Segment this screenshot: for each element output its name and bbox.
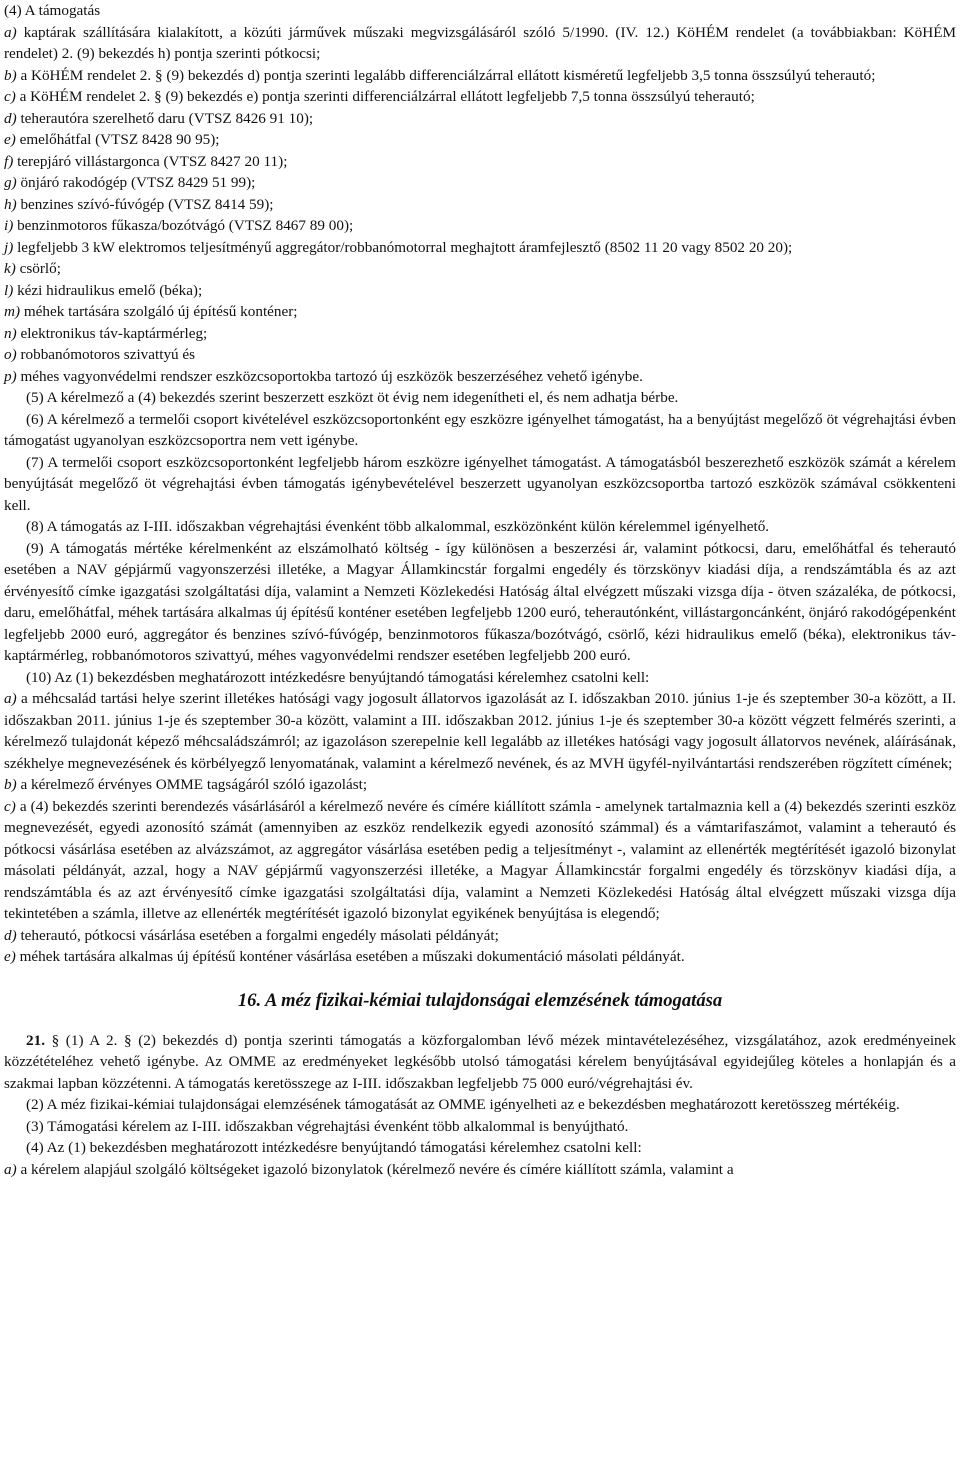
list-item: [4, 22, 956, 65]
paragraph-4-heading: (4) A támogatás: [4, 2, 101, 19]
item-text: a KöHÉM rendelet 2. § (9) bekezdés e) pontja szerinti differenciálzárral ellátott legfeljebb 7,5 tonna összsúlyú teherautó;: [15, 88, 755, 105]
article-21-paragraph-4: (4) Az (1) bekezdésben meghatározott intézkedésre benyújtandó támogatási kérelemhez csatolni kell:: [26, 1139, 642, 1156]
article-number: 21.: [26, 1031, 45, 1049]
required-attachments-list: [4, 688, 956, 968]
eligible-equipment-list: [4, 22, 956, 388]
list-item: [4, 1159, 956, 1181]
item-label: i): [4, 217, 14, 234]
item-label: d): [4, 109, 17, 127]
item-label: a): [4, 1160, 17, 1178]
item-label: b): [4, 776, 17, 793]
list-item: [4, 280, 956, 302]
list-item: [4, 172, 956, 194]
item-label: n): [4, 324, 17, 342]
item-text: elektronikus táv-kaptármérleg;: [16, 324, 208, 342]
paragraph-7: (7) A termelői csoport eszközcsoportonként legfeljebb három eszközre igényelhet támogatást. A támogatásból beszerezhető eszközök számát a kérelem benyújtását megelőző öt végrehajtási évben támogatás igénybevételével beszerzett ugyanolyan eszközcsoportba tartozó eszközök számával csökkenteni kell.: [4, 453, 956, 514]
item-text: csörlő;: [15, 260, 61, 277]
item-label: b): [4, 66, 17, 84]
list-item: [4, 65, 956, 87]
item-text: méhek tartására szolgáló új építésű konténer;: [20, 303, 298, 320]
section-heading: 16. A méz fizikai-kémiai tulajdonságai elemzésének támogatása: [237, 989, 723, 1011]
list-item: [4, 774, 956, 796]
item-label: g): [4, 174, 17, 191]
article-21-paragraph-1-text: § (1) A 2. § (2) bekezdés d) pontja szerinti támogatás a közforgalomban lévő mézek mintavételezéséhez, vizsgálatához, azok eredményeinek közzétételéhez vehető igénybe. Az OMME az eredményeket legkésőbb utolsó támogatási kérelem benyújtásával egyidejűleg köteles a honlapján és a szakmai lapban közzétenni. A támogatás keretösszege az I-III. időszakban legfeljebb 75 000 euró/végrehajtási év.: [4, 1031, 956, 1092]
item-label: m): [4, 303, 21, 320]
item-label: f): [4, 152, 14, 170]
list-item: [4, 688, 956, 774]
item-label: e): [4, 948, 16, 965]
list-item: [4, 151, 956, 173]
list-item: [4, 301, 956, 323]
list-item: [4, 108, 956, 130]
paragraph-6: (6) A kérelmező a termelői csoport kivételével eszközcsoportonként egy eszközre igényelhet támogatást, ha a benyújtást megelőző öt végrehajtási évben támogatást ugyanolyan eszközcsoportra nem vett igénybe.: [4, 410, 956, 449]
item-text: teherautó, pótkocsi vásárlása esetében a forgalmi engedély másolati példányát;: [16, 926, 499, 944]
item-text: a méhcsalád tartási helye szerint illetékes hatósági vagy jogosult állatorvos igazolását az I. időszakban 2010. június 1-je és szeptember 30-a között, a II. időszakban 2011. június 1-je és szeptember 30-a között, valamint a III. időszakban 2012. június 1-je és szeptember 30-a között végzett felmérés szerinti, a kérelmező tulajdonát képező méhcsaládszámról; az igazoláson szerepelnie kell legalább az illetékes hatósági vagy jogosult állatorvos nevének, aláírásának, székhelye megnevezésének és körbélyegző lenyomatának, valamint a kérelmező nevének, és az MVH ügyfél-nyilvántartási rendszerében rögzített címének;: [4, 690, 956, 772]
paragraph-5: (5) A kérelmező a (4) bekezdés szerint beszerzett eszközt öt évig nem idegenítheti el, és nem adhatja bérbe.: [26, 389, 679, 406]
list-item: [4, 796, 956, 925]
paragraph-10: (10) Az (1) bekezdésben meghatározott intézkedésre benyújtandó támogatási kérelemhez csatolni kell:: [26, 668, 650, 686]
list-item: [4, 366, 956, 388]
item-text: méhek tartására alkalmas új építésű konténer vásárlása esetében a műszaki dokumentáció másolati példányát.: [15, 948, 685, 965]
item-label: a): [4, 690, 17, 707]
item-text: terepjáró villástargonca (VTSZ 8427 20 11);: [13, 152, 288, 170]
list-item: [4, 925, 956, 947]
item-text: emelőhátfal (VTSZ 8428 90 95);: [15, 131, 220, 148]
item-text: teherautóra szerelhető daru (VTSZ 8426 91 10);: [16, 109, 314, 127]
paragraph-9: (9) A támogatás mértéke kérelmenként az elszámolható költség - így különösen a beszerzési ár, valamint pótkocsi, daru, emelőhátfal és teherautó esetében a NAV gépjármű vagyonszerzési illetéke, a Magyar Államkincstár forgalmi engedély és törzskönyv kiadási díja, a rendszámtábla és az azt érvényesítő címke igazgatási szolgáltatási díja, valamint a Nemzeti Közlekedési Hatóság által elvégzett műszaki vizsga díja - ötven százaléka, de pótkocsi, daru, emelőhátfal, méhek tartására alkalmas új építésű konténer esetében legfeljebb 1200 euró, teherautónként, villástargoncánként, önjáró rakodógépenként legfeljebb 2000 euró, aggregátor és benzines szívó-fúvógép, benzinmotoros fűkasza/bozótvágó, csörlő, kézi hidraulikus emelő (béka), elektronikus táv-kaptármérleg, robbanómotoros szivattyú, méhes vagyonvédelmi rendszer esetében legfeljebb 200 euró.: [4, 539, 956, 664]
item-label: a): [4, 23, 17, 41]
article-21-paragraph-2: (2) A méz fizikai-kémiai tulajdonságai elemzésének támogatását az OMME igényelheti az e bekezdésben meghatározott keretösszeg mértékéig.: [26, 1096, 900, 1113]
list-item: [4, 946, 956, 968]
list-item: [4, 344, 956, 366]
list-item: [4, 215, 956, 237]
article-21-paragraph-3: (3) Támogatási kérelem az I-III. időszakban végrehajtási évenként több alkalommal is benyújtható.: [26, 1117, 629, 1135]
list-item: [4, 323, 956, 345]
item-label: l): [4, 281, 14, 299]
item-text: robbanómotoros szivattyú és: [16, 346, 196, 363]
paragraph-8: (8) A támogatás az I-III. időszakban végrehajtási évenként több alkalommal, eszközönként külön kérelemmel igényelhető.: [26, 518, 770, 535]
item-text: legfeljebb 3 kW elektromos teljesítményű aggregátor/robbanómotorral meghajtott áramfejlesztő (8502 11 20 vagy 8502 20 20);: [13, 238, 793, 256]
item-label: e): [4, 131, 16, 148]
item-label: o): [4, 346, 17, 363]
item-text: a (4) bekezdés szerinti berendezés vásárlásáról a kérelmező nevére és címére kiállított számla - amelynek tartalmaznia kell a (4) bekezdés szerinti eszköz megnevezését, egyedi azonosító számát (amennyiben az eszköz rendelkezik egyedi azonosító számmal) és a vámtarifaszámot, valamint a teherautó és pótkocsi vásárlása esetében az alvázszámot, az aggregátor vásárlása esetében pedig a teljesítményt -, valamint az ellenérték megtérítését igazoló bizonylat másolati példányát, azzal, hogy a NAV gépjármű vagyonszerzési illetéke, a Magyar Államkincstár forgalmi engedély és törzskönyv kiadási díja, a rendszámtábla és az azt érvényesítő címke igazgatási szolgáltatási díja, valamint a Nemzeti Közlekedési Hatóság által elvégzett műszaki vizsga díja tekintetében a számla, illetve az ellenérték megtérítését igazoló bizonylat egyikének benyújtása is elegendő;: [4, 797, 956, 922]
item-label: h): [4, 195, 17, 213]
list-item: [4, 194, 956, 216]
item-text: benzines szívó-fúvógép (VTSZ 8414 59);: [16, 195, 274, 213]
item-text: kaptárak szállítására kialakított, a közúti járművek műszaki megvizsgálásáról szóló 5/1990. (IV. 12.) KöHÉM rendelet (a továbbiakban: KöHÉM rendelet) 2. (9) bekezdés h) pontja szerinti pótkocsi;: [4, 23, 956, 62]
article-21-paragraph-1: [4, 1030, 956, 1095]
list-item: [4, 258, 956, 280]
item-label: d): [4, 926, 17, 944]
list-item: [4, 86, 956, 108]
item-text: a KöHÉM rendelet 2. § (9) bekezdés d) pontja szerinti legalább differenciálzárral ellátott kisméretű legfeljebb 3,5 tonna összsúlyú teherautó;: [16, 66, 876, 84]
list-item: [4, 237, 956, 259]
list-item: [4, 129, 956, 151]
item-text: önjáró rakodógép (VTSZ 8429 51 99);: [16, 174, 256, 191]
document-page: [4, 0, 956, 1180]
item-label: j): [4, 238, 14, 256]
item-label: k): [4, 260, 16, 277]
item-label: c): [4, 88, 16, 105]
item-text: benzinmotoros fűkasza/bozótvágó (VTSZ 8467 89 00);: [13, 217, 354, 234]
item-label: c): [4, 797, 16, 815]
item-text: méhes vagyonvédelmi rendszer eszközcsoportokba tartozó új eszközök beszerzéséhez vehető igénybe.: [16, 367, 643, 385]
item-text: a kérelmező érvényes OMME tagságáról szóló igazolást;: [16, 776, 368, 793]
item-text: kézi hidraulikus emelő (béka);: [13, 281, 203, 299]
item-text: a kérelem alapjául szolgáló költségeket igazoló bizonylatok (kérelmező nevére és címére kiállított számla, valamint a: [16, 1160, 734, 1178]
item-label: p): [4, 367, 17, 385]
